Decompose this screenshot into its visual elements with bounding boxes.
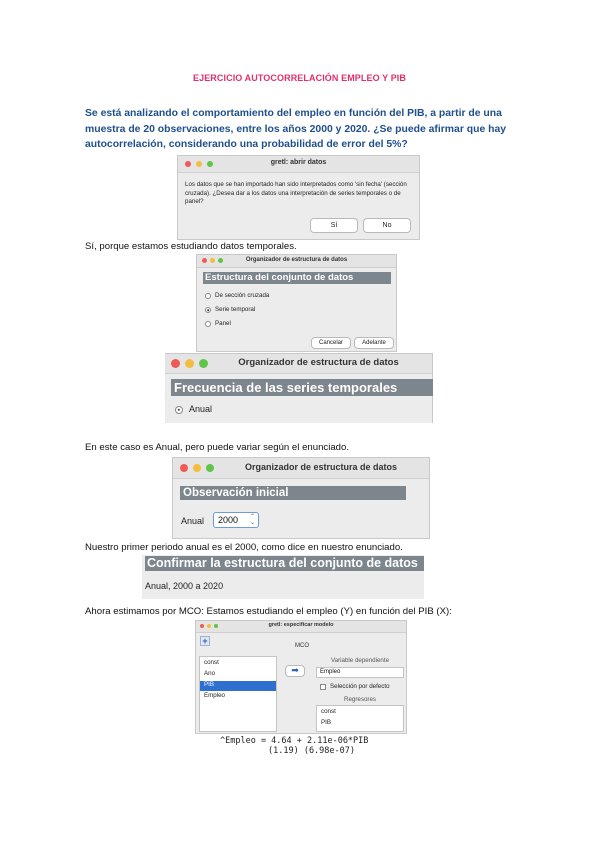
annual-label: Anual	[181, 516, 205, 526]
window-title: Organizador de estructura de datos	[238, 357, 399, 368]
section-header: Frecuencia de las series temporales	[171, 379, 433, 396]
start-year-stepper[interactable]	[213, 512, 259, 528]
section-header: Confirmar la estructura del conjunto de datos	[145, 556, 424, 571]
dependent-label: Variable dependiente	[330, 657, 390, 664]
title-bar	[196, 621, 406, 633]
model-spec-dialog	[195, 620, 407, 734]
standard-errors: (1.19) (6.98e-07)	[268, 746, 355, 756]
confirm-structure-panel	[142, 555, 424, 599]
radio-annual[interactable]	[175, 406, 183, 414]
frequency-note: En este caso es Anual, pero puede variar según el enunciado.	[85, 442, 350, 453]
document-title: EJERCICIO AUTOCORRELACIÓN EMPLEO Y PIB	[193, 73, 406, 83]
checkbox-label: Selección por defecto	[330, 683, 390, 690]
minimize-window-icon[interactable]	[193, 464, 201, 472]
date-range: Anual, 2000 a 2020	[145, 581, 224, 591]
cancel-button[interactable]: Cancelar	[311, 337, 351, 349]
arrow-right-icon[interactable]: ➡	[285, 665, 305, 677]
stepper-down-icon[interactable]: ⌄	[249, 520, 255, 526]
list-item[interactable]: const	[204, 659, 219, 666]
radio-panel[interactable]	[205, 321, 211, 327]
window-title: Organizador de estructura de datos	[245, 257, 348, 263]
section-header: Estructura del conjunto de datos	[203, 272, 391, 284]
data-structure-dialog	[196, 254, 397, 352]
list-item[interactable]: const	[321, 708, 336, 715]
exercise-question: Se está analizando el comportamiento del empleo en función del PIB, a partir de una muestra de 20 observaciones, entre los años 2000 y 2020. ¿Se puede afirmar que hay autocorrelación, considerando una probabilidad de error del 5%?	[85, 108, 507, 150]
estimated-equation: ^Empleo = 4.64 + 2.11e-06*PIB	[220, 736, 369, 746]
minimize-window-icon[interactable]	[185, 359, 194, 368]
close-window-icon[interactable]	[171, 359, 180, 368]
next-button[interactable]: Adelante	[354, 337, 394, 349]
close-window-icon[interactable]	[180, 464, 188, 472]
list-item[interactable]: Empleo	[204, 692, 225, 699]
start-year-value: 2000	[218, 515, 239, 525]
section-header: Observación inicial	[180, 486, 406, 500]
window-title: gretl: especificar modelo	[268, 622, 334, 628]
default-selection-checkbox[interactable]	[320, 684, 326, 690]
add-icon[interactable]: +	[200, 636, 210, 646]
option-label: Panel	[215, 320, 231, 327]
dialog-message: Los datos que se han importado han sido interpretados como 'sin fecha' (sección cruzada). ¿Desea dar a los datos una interpretación de series temporales o de panel?	[185, 181, 407, 205]
yes-button[interactable]: Sí	[310, 218, 358, 233]
window-title: Organizador de estructura de datos	[244, 462, 398, 472]
start-observation-dialog	[172, 457, 430, 539]
regressors-list	[316, 705, 404, 732]
window-title: gretl: abrir datos	[270, 159, 327, 166]
list-item-selected[interactable]: PIB	[200, 681, 276, 691]
title-bar	[165, 354, 432, 374]
list-item[interactable]: Ano	[204, 670, 216, 677]
method-label: MCO	[295, 643, 309, 649]
option-label: Serie temporal	[215, 306, 256, 313]
title-bar	[178, 156, 419, 173]
frequency-dialog	[165, 353, 433, 423]
regressors-label: Regresores	[344, 696, 376, 703]
stepper-up-icon[interactable]: ⌃	[249, 514, 255, 520]
option-label: Anual	[189, 404, 213, 414]
start-period-note: Nuestro primer periodo anual es el 2000, como dice en nuestro enunciado.	[85, 542, 403, 553]
variable-list	[199, 656, 277, 732]
title-bar	[173, 458, 429, 479]
open-data-dialog	[177, 155, 420, 240]
title-bar	[197, 255, 396, 268]
radio-cross-section[interactable]	[205, 293, 211, 299]
list-item[interactable]: PIB	[321, 719, 331, 726]
no-button[interactable]: No	[363, 218, 411, 233]
option-label: De sección cruzada	[215, 292, 270, 299]
ols-note: Ahora estimamos por MCO: Estamos estudiando el empleo (Y) en función del PIB (X):	[85, 606, 452, 617]
radio-time-series[interactable]	[205, 307, 211, 313]
answer-text: Sí, porque estamos estudiando datos temporales.	[85, 241, 297, 252]
dependent-variable-field[interactable]: Empleo	[316, 667, 404, 678]
